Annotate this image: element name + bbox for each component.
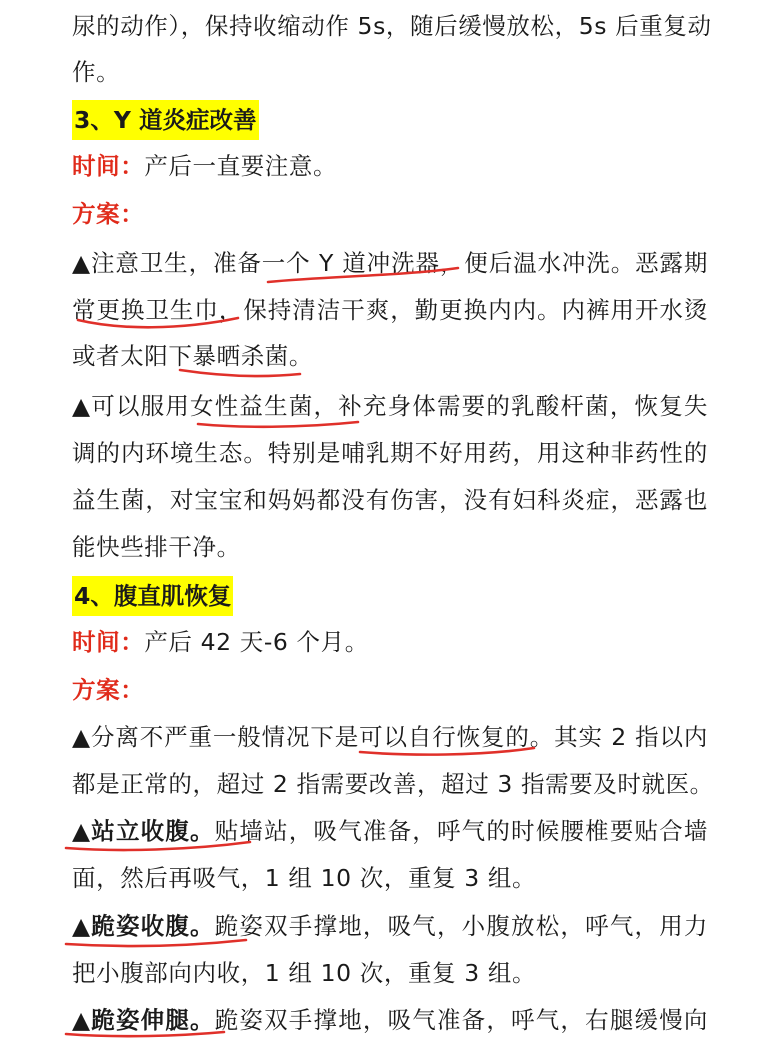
s4-p1-line-1 <box>72 721 708 753</box>
section-4-plan-label <box>72 674 708 706</box>
underlined-phrase: 暴晒杀菌。 <box>192 342 313 370</box>
section-3-plan-label <box>72 198 708 230</box>
text-segment: 补充身体需要的乳酸杆菌，恢复失 <box>338 392 708 420</box>
s3-p2-line-1 <box>72 390 708 422</box>
s3-p1-line-2 <box>72 294 708 326</box>
s4-e3-line-1 <box>72 1004 708 1036</box>
intro-line-2: 作。 <box>72 58 121 86</box>
section-3-time <box>72 150 708 182</box>
section-3-heading: 3、Y 道炎症改善 <box>72 100 259 140</box>
exercise-title: ▲跪姿伸腿。 <box>72 1006 215 1034</box>
text-segment: ▲分离不严重一般情况下是 <box>72 723 360 751</box>
underlined-phrase: 一个 Y 道冲洗器 <box>261 249 440 277</box>
text-segment: ▲可以服用 <box>72 392 191 420</box>
s4-e2-line-1 <box>72 910 708 942</box>
exercise-title: ▲站立收腹。 <box>72 817 215 845</box>
plan-label: 方案： <box>72 200 145 228</box>
time-label: 时间： <box>72 152 145 180</box>
s4-e1-line-2: 面，然后再吸气，1 组 10 次，重复 3 组。 <box>72 864 537 892</box>
s3-p2-line-3: 益生菌，对宝宝和妈妈都没有伤害，没有妇科炎症，恶露也 <box>72 486 708 514</box>
pen-underline-mark <box>198 422 358 427</box>
s3-p1-line-1 <box>72 247 708 279</box>
s4-e2-line-2: 把小腹部向内收，1 组 10 次，重复 3 组。 <box>72 959 537 987</box>
underlined-phrase: 可以自行恢复的 <box>359 723 530 751</box>
time-text: 产后 42 天-6 个月。 <box>144 628 369 656</box>
s3-p2-line-4: 能快些排干净。 <box>72 533 241 561</box>
text-segment: 跪姿双手撑地，吸气准备，呼气，右腿缓慢向 <box>214 1006 708 1034</box>
time-label: 时间： <box>72 628 145 656</box>
time-text: 产后一直要注意。 <box>144 152 338 180</box>
text-segment: ，保持清洁干爽，勤更换内内。内裤用开水烫 <box>218 296 708 324</box>
text-segment: ▲注意卫生，准备 <box>72 249 262 277</box>
s3-p2-line-2: 调的内环境生态。特别是哺乳期不好用药，用这种非药性的 <box>72 439 708 467</box>
section-4-time <box>72 626 708 658</box>
text-segment: 或者太阳下 <box>72 342 193 370</box>
s4-p1-line-2: 都是正常的，超过 2 指需要改善，超过 3 指需要及时就医。 <box>72 770 714 798</box>
s3-p1-line-3 <box>72 340 708 372</box>
exercise-title: ▲跪姿收腹。 <box>72 912 215 940</box>
section-4-heading: 4、腹直肌恢复 <box>72 576 233 616</box>
text-segment: 贴墙站，吸气准备，呼气的时候腰椎要贴合墙 <box>214 817 708 845</box>
intro-line-1: 尿的动作），保持收缩动作 5s，随后缓慢放松，5s 后重复动 <box>72 12 712 40</box>
underlined-phrase: 女性益生菌， <box>190 392 339 420</box>
plan-label: 方案： <box>72 676 145 704</box>
text-segment: 跪姿双手撑地，吸气，小腹放松，呼气，用力 <box>214 912 708 940</box>
s4-e1-line-1 <box>72 815 708 847</box>
underlined-phrase: 常更换卫生巾 <box>72 296 219 324</box>
text-segment: ，便后温水冲洗。恶露期 <box>439 249 708 277</box>
text-segment: 。其实 2 指以内 <box>529 723 709 751</box>
